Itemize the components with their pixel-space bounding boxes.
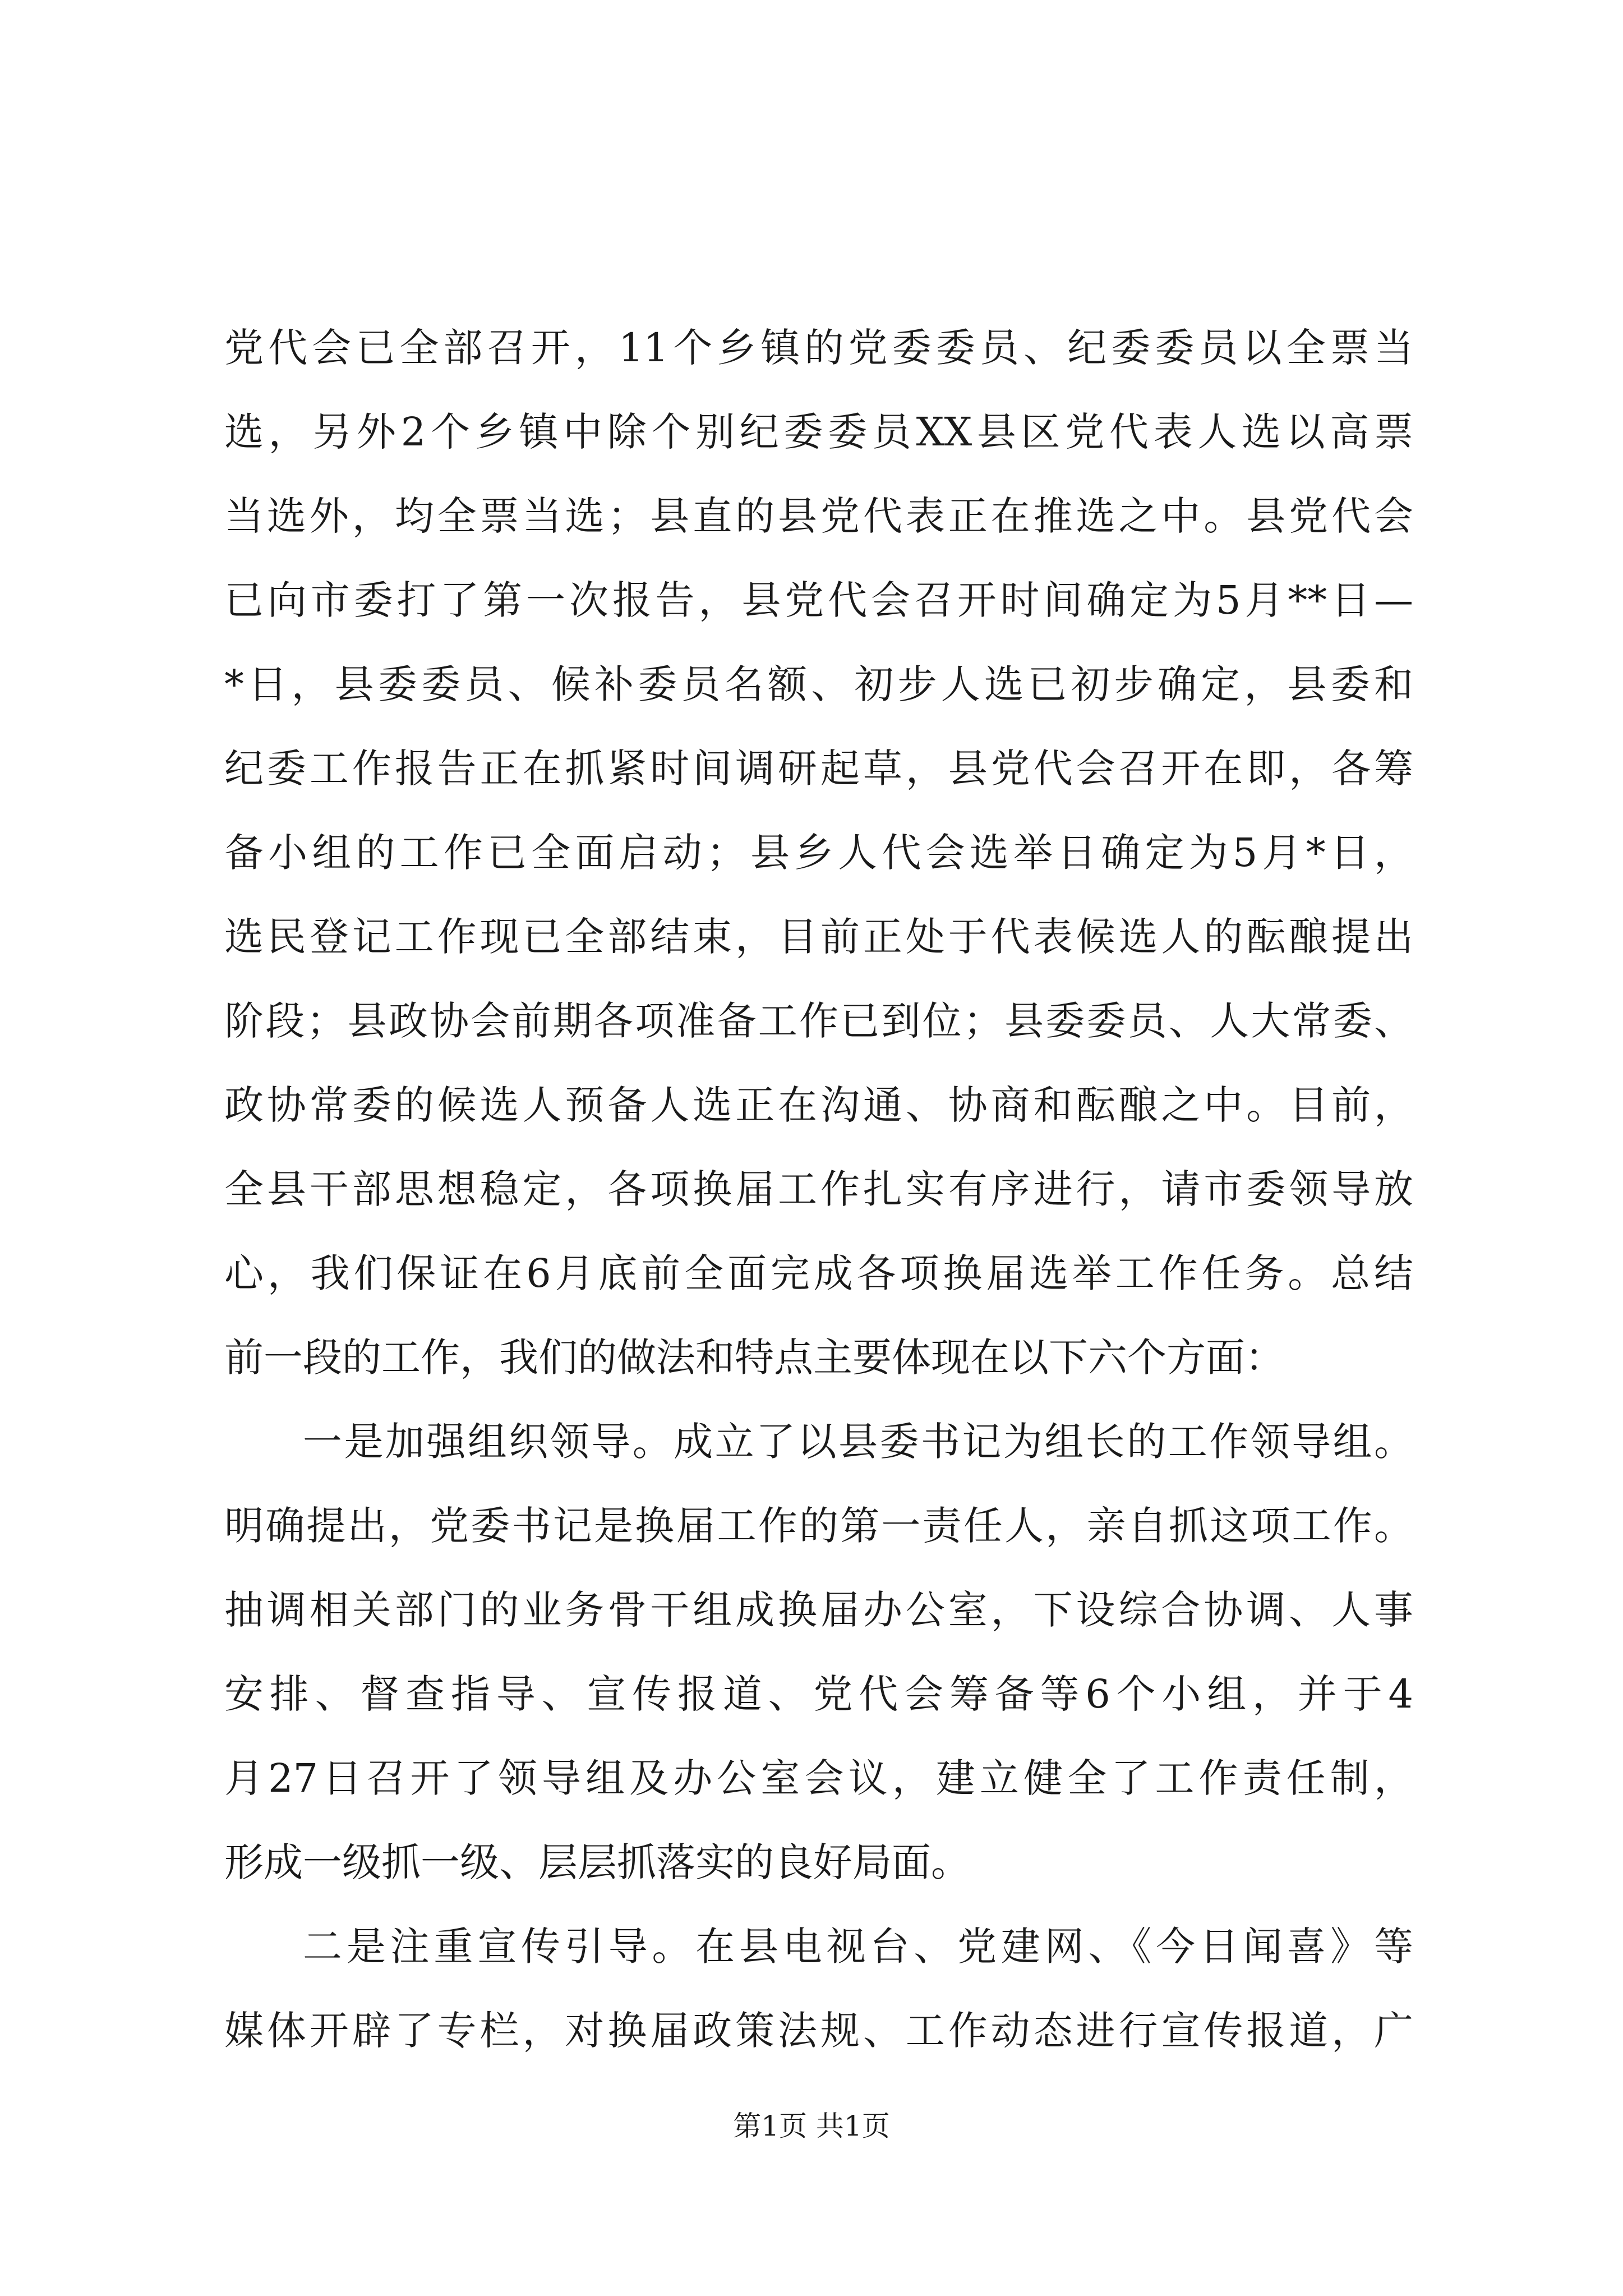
- text-line: 抽调相关部门的业务骨干组成换届办公室，下设综合协调、人事: [224, 1587, 1413, 1633]
- text-line: 当选外，均全票当选；县直的县党代表正在推选之中。县党代会: [224, 493, 1413, 539]
- text-line: 一是加强组织领导。成立了以县委书记为组长的工作领导组。: [303, 1419, 1413, 1465]
- text-line: 明确提出，党委书记是换届工作的第一责任人，亲自抓这项工作。: [224, 1503, 1413, 1549]
- text-line: 心，我们保证在6月底前全面完成各项换届选举工作任务。总结: [224, 1250, 1413, 1296]
- text-line: 备小组的工作已全面启动；县乡人代会选举日确定为5月*日，: [224, 830, 1413, 876]
- text-line: 选，另外2个乡镇中除个别纪委委员XX县区党代表人选以高票: [224, 409, 1413, 455]
- text-line: 全县干部思想稳定，各项换届工作扎实有序进行，请市委领导放: [224, 1166, 1413, 1212]
- text-line: 二是注重宣传引导。在县电视台、党建网、《今日闻喜》等: [303, 1924, 1413, 1970]
- text-line: 阶段；县政协会前期各项准备工作已到位；县委委员、人大常委、: [224, 998, 1413, 1044]
- text-line: *日，县委委员、候补委员名额、初步人选已初步确定，县委和: [224, 661, 1413, 707]
- document-body: [224, 306, 1413, 2073]
- text-line: 月27日召开了领导组及办公室会议，建立健全了工作责任制，: [224, 1755, 1413, 1801]
- text-line: 选民登记工作现已全部结束，目前正处于代表候选人的酝酿提出: [224, 914, 1413, 960]
- page-footer: [0, 2106, 1623, 2146]
- page-number-label: 第1页 共1页: [733, 2110, 890, 2142]
- text-line: 前一段的工作，我们的做法和特点主要体现在以下六个方面：: [224, 1335, 1284, 1381]
- text-line: 形成一级抓一级、层层抓落实的良好局面。: [224, 1839, 970, 1885]
- text-line: 媒体开辟了专栏，对换届政策法规、工作动态进行宣传报道，广: [224, 2008, 1413, 2054]
- text-line: 安排、督查指导、宣传报道、党代会筹备等6个小组，并于4: [224, 1671, 1413, 1717]
- text-line: 纪委工作报告正在抓紧时间调研起草，县党代会召开在即，各筹: [224, 746, 1413, 792]
- text-line: 已向市委打了第一次报告，县党代会召开时间确定为5月**日—: [224, 577, 1413, 623]
- text-line: 政协常委的候选人预备人选正在沟通、协商和酝酿之中。目前，: [224, 1082, 1413, 1128]
- text-line: 党代会已全部召开，11个乡镇的党委委员、纪委委员以全票当: [224, 325, 1413, 371]
